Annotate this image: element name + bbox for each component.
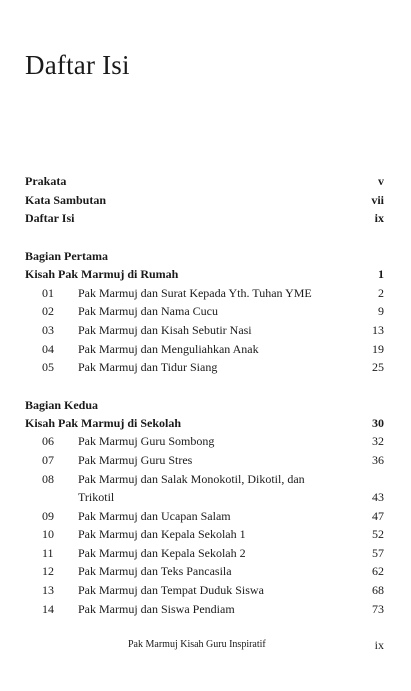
- entry-page: 19: [372, 342, 384, 356]
- toc-label: Kata Sambutan: [25, 193, 107, 207]
- part-label: [25, 396, 384, 414]
- entry-title: Pak Marmuj Guru Sombong: [78, 434, 215, 448]
- entry-number: 04: [42, 342, 54, 356]
- part-title: Kisah Pak Marmuj di Rumah: [25, 267, 179, 281]
- entry-page: 25: [372, 360, 384, 374]
- toc-entry[interactable]: [25, 321, 384, 339]
- entry-number: 06: [42, 434, 54, 448]
- entry-title: Pak Marmuj dan Kisah Sebutir Nasi: [78, 323, 252, 337]
- entry-page: 57: [372, 546, 384, 560]
- entry-number: 03: [42, 323, 54, 337]
- entry-title: Pak Marmuj dan Teks Pancasila: [78, 564, 232, 578]
- entry-number: 02: [42, 304, 54, 318]
- entry-title-line-2: Trikotil: [78, 490, 115, 504]
- part-title-row[interactable]: [25, 414, 384, 432]
- toc-front-prakata[interactable]: [25, 172, 384, 190]
- entry-title: Pak Marmuj dan Tidur Siang: [78, 360, 218, 374]
- part-title: Kisah Pak Marmuj di Sekolah: [25, 416, 182, 430]
- entry-number: 09: [42, 509, 54, 523]
- part-label-text: Bagian Kedua: [25, 398, 99, 412]
- entry-number: 11: [42, 546, 54, 560]
- entry-title: Pak Marmuj dan Kepala Sekolah 1: [78, 527, 246, 541]
- toc-entry[interactable]: [25, 525, 384, 543]
- entry-page: 36: [372, 453, 384, 467]
- entry-number: 13: [42, 583, 54, 597]
- toc-label: Prakata: [25, 174, 67, 188]
- toc-front-daftar-isi[interactable]: [25, 209, 384, 227]
- entry-number: 12: [42, 564, 54, 578]
- entry-title: Pak Marmuj dan Kepala Sekolah 2: [78, 546, 246, 560]
- toc-entry[interactable]: [25, 470, 384, 506]
- toc-front-kata-sambutan[interactable]: [25, 191, 384, 209]
- entry-page: 9: [378, 304, 384, 318]
- toc-entry[interactable]: [25, 358, 384, 376]
- entry-title: Pak Marmuj dan Tempat Duduk Siswa: [78, 583, 264, 597]
- footer-book-title: Pak Marmuj Kisah Guru Inspiratif: [128, 639, 266, 650]
- entry-page: 43: [372, 490, 384, 504]
- entry-page: 52: [372, 527, 384, 541]
- entry-title: Pak Marmuj Guru Stres: [78, 453, 193, 467]
- entry-page: 73: [372, 602, 384, 616]
- entry-page: 2: [378, 286, 384, 300]
- toc-page: vii: [371, 193, 384, 207]
- part-label-text: Bagian Pertama: [25, 249, 108, 263]
- part-label: [25, 247, 384, 265]
- entry-title: Pak Marmuj dan Siswa Pendiam: [78, 602, 235, 616]
- entry-title: Pak Marmuj dan Nama Cucu: [78, 304, 218, 318]
- toc-entry[interactable]: [25, 432, 384, 450]
- entry-number: 05: [42, 360, 54, 374]
- entry-page: 13: [372, 323, 384, 337]
- entry-page: 62: [372, 564, 384, 578]
- toc-entry[interactable]: [25, 507, 384, 525]
- toc-entry[interactable]: [25, 302, 384, 320]
- entry-title: Pak Marmuj dan Menguliahkan Anak: [78, 342, 259, 356]
- entry-number: 14: [42, 602, 54, 616]
- entry-number: 10: [42, 527, 54, 541]
- toc-entry[interactable]: [25, 451, 384, 469]
- entry-number: 01: [42, 286, 54, 300]
- toc-entry[interactable]: [25, 544, 384, 562]
- entry-title: Pak Marmuj dan Ucapan Salam: [78, 509, 231, 523]
- page-footer: [25, 637, 384, 653]
- part-page: 1: [378, 267, 384, 281]
- toc-entry[interactable]: [25, 284, 384, 302]
- part-page: 30: [372, 416, 384, 430]
- toc-entry[interactable]: [25, 340, 384, 358]
- toc-page: v: [378, 174, 384, 188]
- entry-page: 32: [372, 434, 384, 448]
- entry-title-line-1: Pak Marmuj dan Salak Monokotil, Dikotil, dan: [78, 472, 305, 486]
- part-title-row[interactable]: [25, 265, 384, 283]
- toc-entry[interactable]: [25, 600, 384, 618]
- entry-page: 68: [372, 583, 384, 597]
- entry-number: 08: [42, 472, 54, 486]
- toc-label: Daftar Isi: [25, 211, 75, 225]
- toc-entry[interactable]: [25, 581, 384, 599]
- page-title: Daftar Isi: [25, 50, 130, 80]
- entry-number: 07: [42, 453, 54, 467]
- entry-title: Pak Marmuj dan Surat Kepada Yth. Tuhan YME: [78, 286, 312, 300]
- toc-page: ix: [374, 211, 384, 225]
- toc-entry[interactable]: [25, 562, 384, 580]
- footer-page-number: ix: [374, 638, 384, 652]
- entry-page: 47: [372, 509, 384, 523]
